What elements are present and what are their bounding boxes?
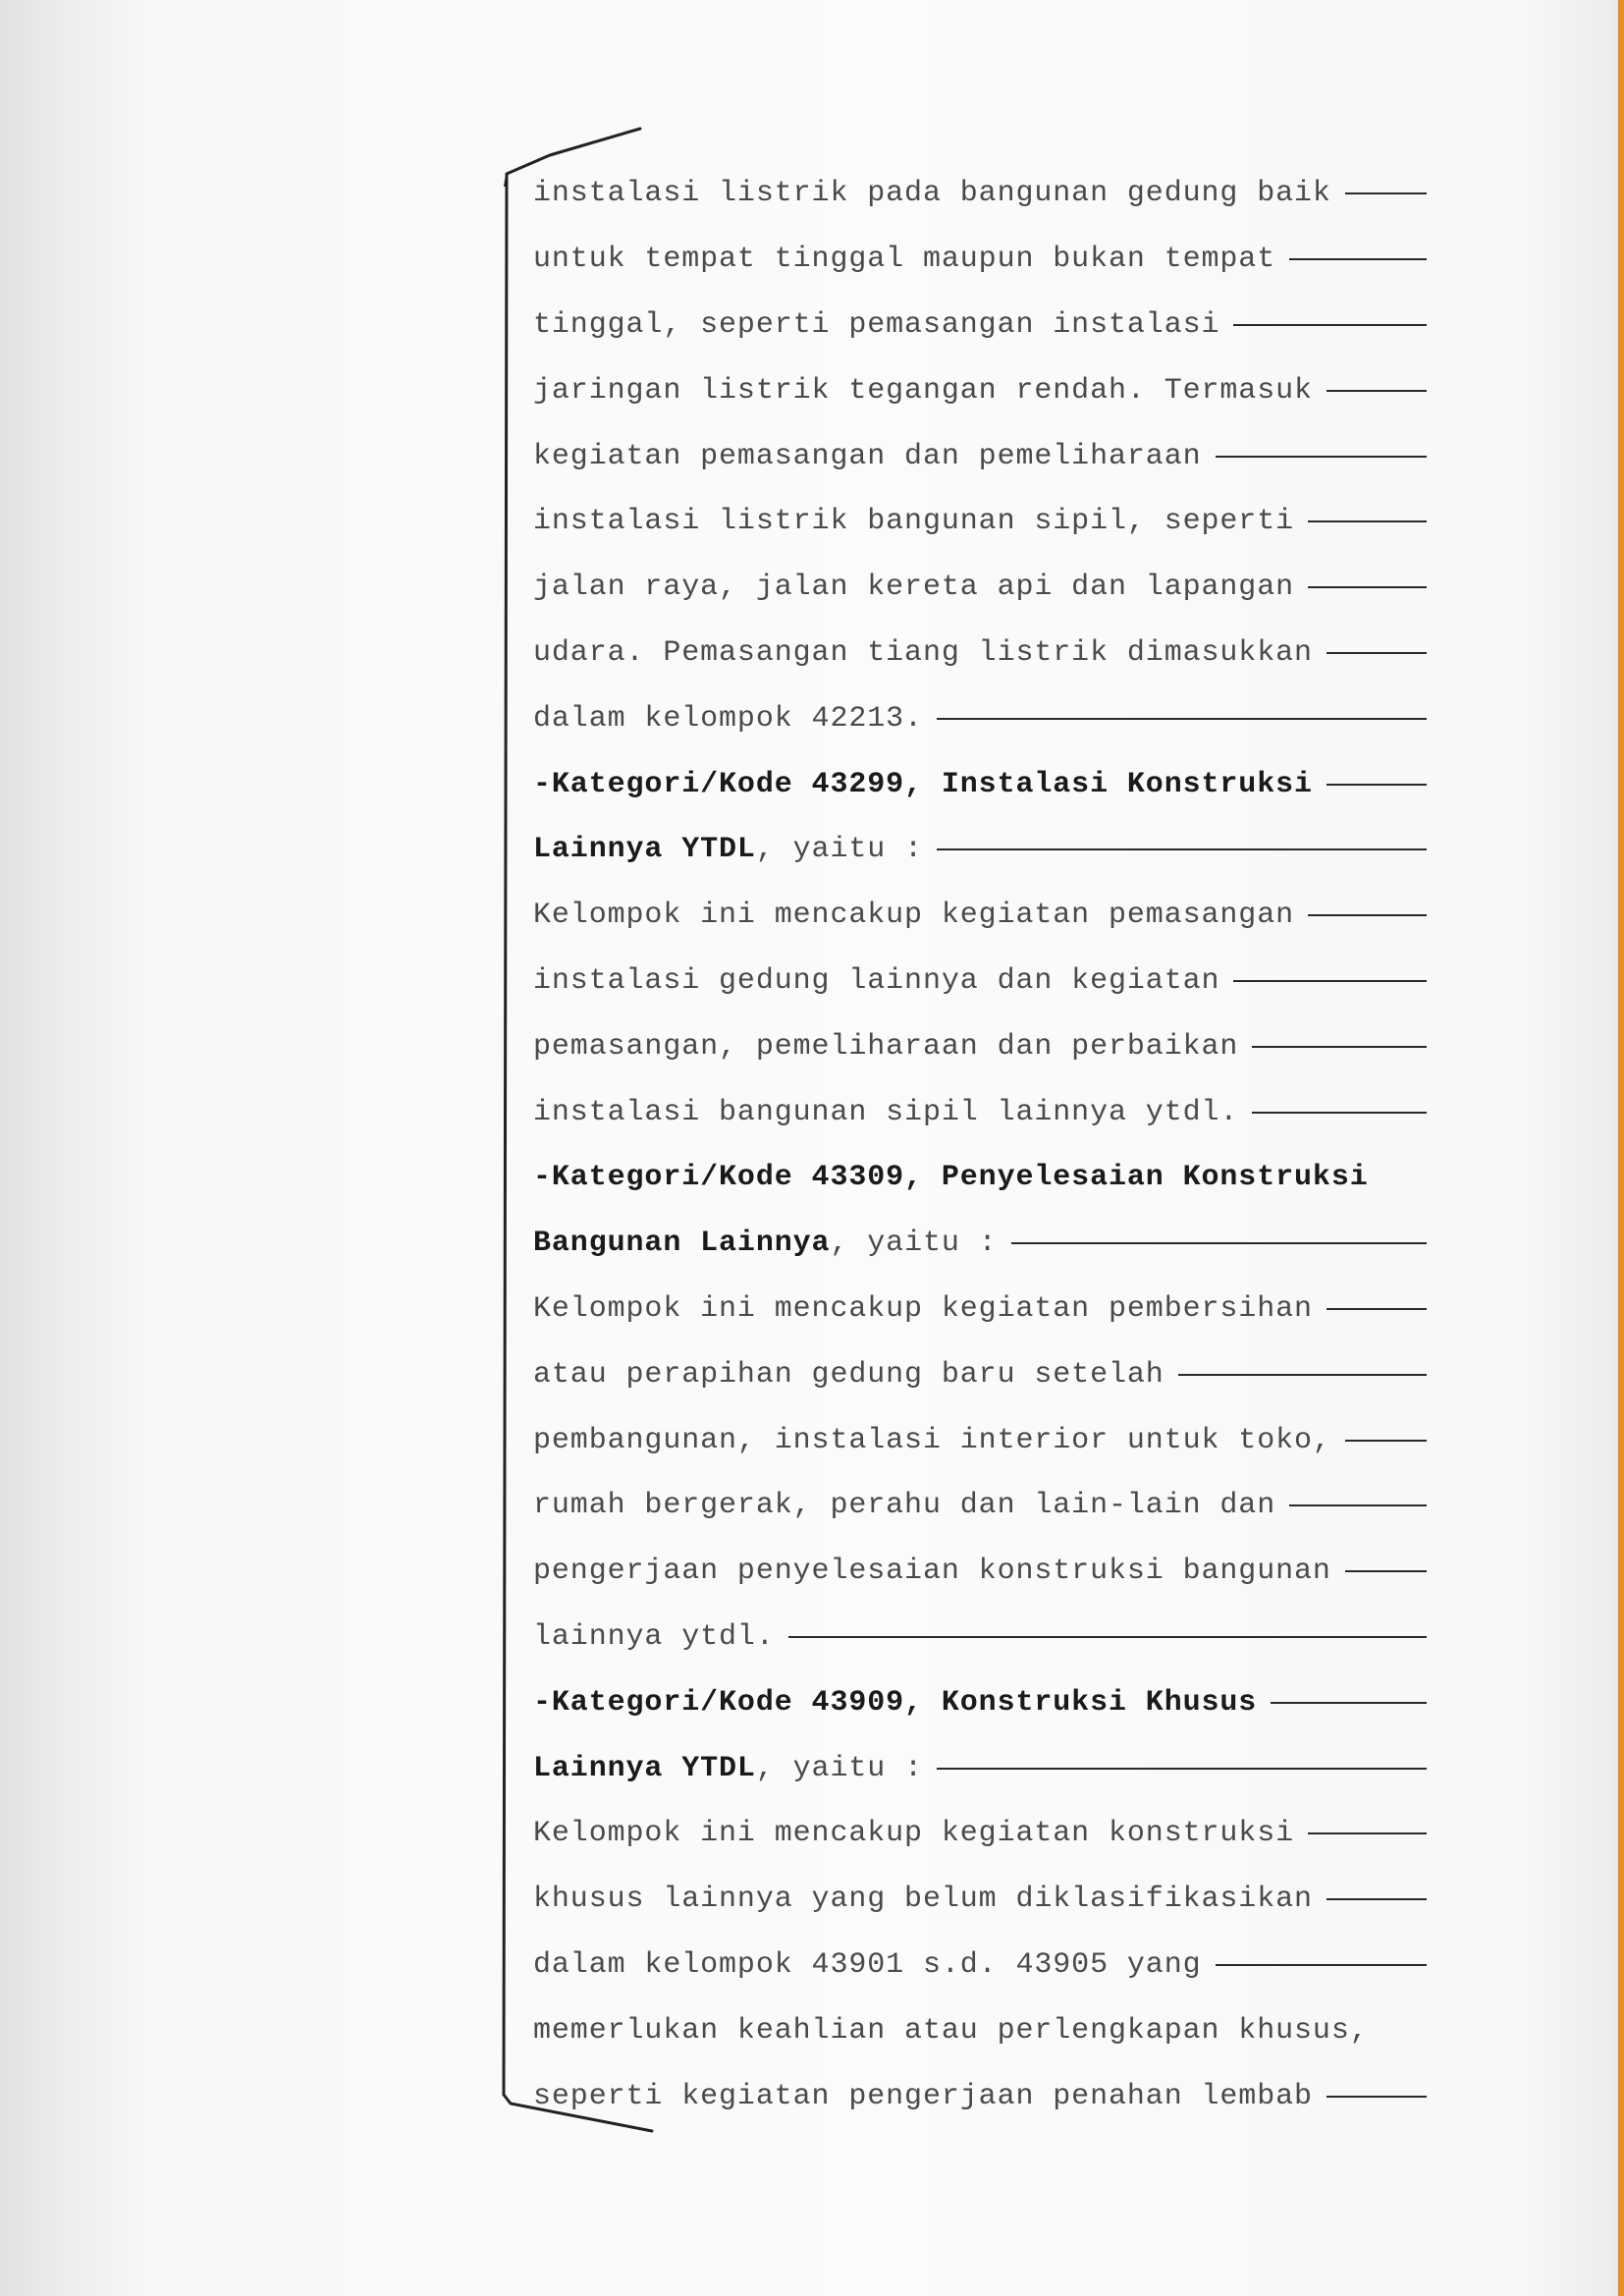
text-segment: seperti kegiatan pengerjaan penahan lembab [533,2079,1313,2113]
dash-fill-line [1308,1832,1427,1834]
text-segment: dalam kelompok 42213. [533,701,923,736]
text-line [533,685,1436,751]
dash-fill-line [1252,1046,1427,1048]
text-segment: memerlukan keahlian atau perlengkapan khusus, [533,2013,1369,2048]
text-segment: pemasangan, pemeliharaan dan perbaikan [533,1029,1239,1064]
text-segment: atau perapihan gedung baru setelah [533,1357,1164,1392]
dash-fill-line [1308,914,1427,916]
dash-fill-line [1345,1440,1427,1442]
document-text-block [533,161,1436,2129]
bold-text-segment: Lainnya YTDL [533,833,756,867]
text-line [533,1145,1436,1211]
text-segment: pembangunan, instalasi interior untuk toko, [533,1423,1331,1457]
dash-fill-line [1289,1504,1427,1506]
dash-fill-line [1011,1242,1427,1244]
dash-fill-line [1216,456,1427,458]
dash-fill-line [1345,192,1427,194]
text-line [533,1277,1436,1342]
dash-fill-line [1345,1570,1427,1572]
text-line [533,1473,1436,1539]
text-line [533,2063,1436,2129]
dash-fill-line [1326,652,1427,654]
page-edge-strip [1618,0,1624,2296]
text-line [533,1013,1436,1079]
text-segment: jaringan listrik tegangan rendah. Termasuk [533,373,1313,408]
text-segment: , yaitu : [830,1227,998,1261]
text-segment: pengerjaan penyelesaian konstruksi bangunan [533,1555,1331,1589]
dash-fill-line [1216,1964,1427,1966]
text-segment: dalam kelompok 43901 s.d. 43905 yang [533,1947,1202,1982]
text-line [533,1605,1436,1670]
text-segment: instalasi bangunan sipil lainnya ytdl. [533,1095,1239,1129]
dash-fill-line [1308,520,1427,522]
text-line [533,1079,1436,1145]
text-segment: jalan raya, jalan kereta api dan lapangan [533,571,1295,605]
text-line [533,293,1436,358]
bold-text-segment: Lainnya YTDL [533,1751,756,1785]
dash-fill-line [937,718,1427,720]
dash-fill-line [1233,980,1427,982]
text-segment: tinggal, seperti pemasangan instalasi [533,307,1220,342]
text-segment: instalasi listrik pada bangunan gedung baik [533,177,1331,211]
text-segment: lainnya ytdl. [533,1619,775,1654]
bold-text-segment: Bangunan Lainnya [533,1227,831,1261]
dash-fill-line [1252,1112,1427,1114]
text-line [533,357,1436,423]
text-line [533,423,1436,489]
text-line [533,227,1436,293]
text-line [533,1407,1436,1473]
text-line [533,1933,1436,1998]
text-segment: kegiatan pemasangan dan pemeliharaan [533,439,1202,473]
text-line [533,751,1436,817]
text-line [533,161,1436,227]
text-segment: Kelompok ini mencakup kegiatan pemasangan [533,899,1295,933]
bold-text-segment: -Kategori/Kode 43909, Konstruksi Khusus [533,1685,1258,1720]
text-line [533,817,1436,883]
text-line [533,621,1436,686]
dash-fill-line [1326,784,1427,786]
text-segment: , yaitu : [755,833,923,867]
text-segment: rumah bergerak, perahu dan lain-lain dan [533,1489,1276,1523]
text-segment: instalasi listrik bangunan sipil, seperti [533,505,1295,539]
text-line [533,1539,1436,1605]
text-segment: Kelompok ini mencakup kegiatan konstruksi [533,1817,1295,1851]
bold-text-segment: -Kategori/Kode 43309, Penyelesaian Konstruksi [533,1161,1369,1195]
bold-text-segment: -Kategori/Kode 43299, Instalasi Konstruksi [533,767,1313,801]
dash-fill-line [1326,1898,1427,1900]
dash-fill-line [1289,258,1427,260]
text-line [533,1801,1436,1867]
text-segment: , yaitu : [755,1751,923,1785]
text-segment: instalasi gedung lainnya dan kegiatan [533,963,1220,998]
text-line [533,1735,1436,1801]
text-line [533,555,1436,621]
text-line [533,1341,1436,1407]
dash-fill-line [1178,1374,1427,1376]
text-line [533,1997,1436,2063]
dash-fill-line [1308,586,1427,588]
text-segment: Kelompok ini mencakup kegiatan pembersihan [533,1291,1313,1326]
dash-fill-line [1233,324,1427,326]
dash-fill-line [937,848,1427,850]
text-line [533,1867,1436,1933]
dash-fill-line [788,1636,1427,1638]
text-line [533,1211,1436,1277]
text-line [533,883,1436,949]
dash-fill-line [1326,390,1427,392]
dash-fill-line [1326,1308,1427,1310]
text-segment: untuk tempat tinggal maupun bukan tempat [533,243,1276,277]
text-line [533,949,1436,1014]
text-line [533,489,1436,555]
text-segment: khusus lainnya yang belum diklasifikasikan [533,1883,1313,1917]
dash-fill-line [937,1768,1427,1770]
dash-fill-line [1271,1702,1427,1704]
text-line [533,1669,1436,1735]
text-segment: udara. Pemasangan tiang listrik dimasukkan [533,635,1313,670]
dash-fill-line [1326,2096,1427,2098]
